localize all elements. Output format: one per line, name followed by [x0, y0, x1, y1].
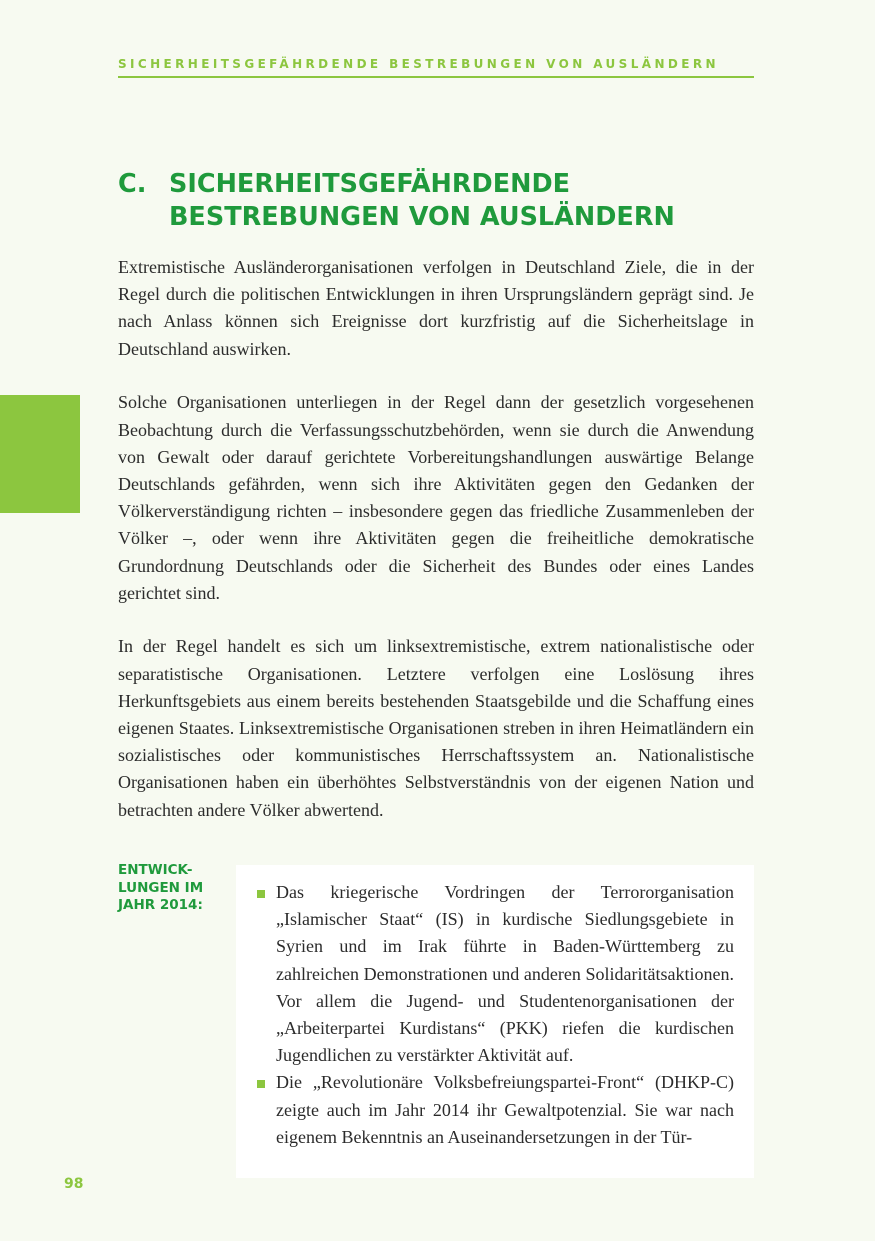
page-number: 98 [64, 1176, 84, 1192]
chapter-number: C. [118, 169, 147, 199]
developments-box [236, 865, 754, 1178]
square-bullet-icon [257, 1080, 265, 1088]
list-item-text: Die „Revolutionäre Volksbefreiungspartei-Front“ (DHKP-C) zeigte auch im Jahr 2014 ihr Gewaltpotenzial. Sie war nach eigenem Bekenntnis an Auseinandersetzungen in der Tür- [276, 1072, 734, 1147]
running-head: SICHERHEITSGEFÄHRDENDE BESTREBUNGEN VON AUSLÄNDERN [118, 57, 719, 71]
header-rule [118, 76, 754, 78]
sidebar-label [118, 862, 228, 915]
list-item-text: Das kriegerische Vordringen der Terrororganisation „Islamischer Staat“ (IS) in kurdische Siedlungsgebiete in Syrien und im Irak führte in Baden-Württemberg zu zahlreichen Demonstrationen und anderen Solidaritätsaktionen. Vor allem die Jugend- und Studentenorganisationen der „Arbeiterpartei Kurdistans“ (PKK) riefen die kurdischen Jugendlichen zu verstärkter Aktivität auf. [276, 882, 734, 1066]
chapter-title-line-1: SICHERHEITSGEFÄHRDENDE [169, 169, 571, 199]
chapter-title-line-2: BESTREBUNGEN VON AUSLÄNDERN [169, 202, 675, 232]
paragraph-2: Solche Organisationen unterliegen in der Regel dann der gesetzlich vorgesehenen Beobachtung durch die Verfassungsschutzbehörden, wenn sie durch die Anwendung von Gewalt oder darauf gerichtete Vorbereitungshandlungen auswärtige Belange Deutschlands gefährden, wenn sich ihre Aktivitäten gegen den Gedanken der Völkerverständigung richten – insbesondere gegen das friedliche Zusammenleben der Völker –, oder wenn ihre Aktivitäten gegen die freiheitliche demokratische Grundordnung Deutschlands oder die Sicherheit des Bundes oder eines Landes gerichtet sind. [118, 392, 754, 603]
paragraph-3: In der Regel handelt es sich um linksextremistische, extrem nationalistische oder separatistische Organisationen. Letztere verfolgen eine Loslösung ihres Herkunftsgebiets aus einem bereits bestehenden Staatsgebilde und die Schaffung eines eigenen Staates. Linksextremistische Organisationen streben in ihren Heimatländern ein sozialistisches oder kommunistisches Herrschaftssystem an. Nationalistische Organisationen haben ein überhöhtes Selbstverständnis von der eigenen Nation und betrachten andere Völker abwertend. [118, 636, 754, 820]
sidebar-label-line-3: JAHR 2014: [118, 897, 203, 913]
chapter-side-tab [0, 395, 80, 513]
chapter-title [118, 168, 758, 234]
sidebar-label-line-1: ENTWICK- [118, 862, 193, 878]
sidebar-label-line-2: LUNGEN IM [118, 879, 204, 896]
paragraph-1: Extremistische Ausländerorganisationen verfolgen in Deutschland Ziele, die in der Regel durch die politischen Entwicklungen in ihren Ursprungsländern geprägt sind. Je nach Anlass können sich Ereignisse dort kurzfristig auf die Sicherheitslage in Deutschland auswirken. [118, 257, 754, 359]
body-text [118, 254, 754, 850]
developments-list [276, 879, 734, 1151]
square-bullet-icon [257, 890, 265, 898]
list-item [276, 879, 734, 1069]
list-item [276, 1069, 734, 1151]
